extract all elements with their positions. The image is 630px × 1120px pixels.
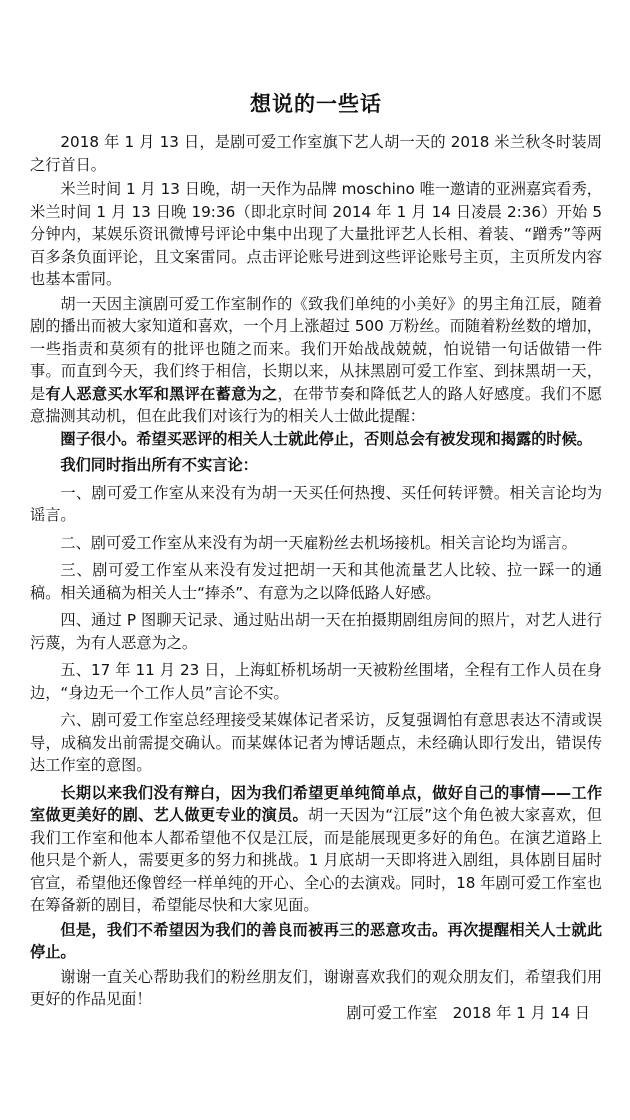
list-item-2: 二、剧可爱工作室从来没有为胡一天雇粉丝去机场接机。相关言论均为谣言。 (60, 533, 577, 552)
document-title: 想说的一些话 (250, 92, 382, 116)
background-text: 胡一天因主演剧可爱工作室制作的《致我们单纯的小美好》的男主角江辰，随着剧的播出而被大家知道和喜欢，一个月上涨超过 500 万粉丝。而随着粉丝数的增加，一些指责和莫须有的批评也随之而来。我们开始战战兢兢，怕说错一句话做错一件事。而直到今天，我们终于相信，长期以来，从抹黑剧可爱工作室、到抹黑胡一天，是 (30, 294, 602, 403)
paragraph-background (30, 293, 602, 428)
list-item-6: 六、剧可爱工作室总经理接受某媒体记者采访，反复强调怕有意思表达不清或误导，成稿发出前需提交确认。而某媒体记者为博话题点，未经确认即行发出，错误传达工作室的意图。 (30, 711, 602, 774)
section-heading-false-claims: 我们同时指出所有不实言论： (60, 456, 258, 474)
paragraph-warning: 圈子很小。希望买恶评的相关人士就此停止，否则总会有被发现和揭露的时候。 (60, 429, 592, 448)
explanation-emphasis: 长期以来我们没有辩白，因为我们希望更单纯简单点，做好自己的事情——工作室做更美好的剧、艺人做更专业的演员。 (30, 783, 602, 824)
paragraph-final-warning: 但是，我们不希望因为我们的善良而被再三的恶意攻击。再次提醒相关人士就此停止。 (30, 920, 602, 961)
list-item-4: 四、通过 P 图聊天记录、通过贴出胡一天在拍摄期剧组房间的照片，对艺人进行污蔑，为有人恶意为之。 (30, 611, 602, 652)
paragraph-explanation (30, 782, 602, 917)
signature-line: 剧可爱工作室 2018 年 1 月 14 日 (346, 1004, 590, 1022)
list-item-3: 三、剧可爱工作室从来没有发过把胡一天和其他流量艺人比较、拉一踩一的通稿。相关通稿为相关人士“捧杀”、有意为之以降低路人好感。 (30, 561, 602, 602)
background-text-continued: ，在带节奏和降低艺人的路人好感度。我们不愿意揣测其动机，但在此我们对该行为的相关人士做此提醒： (30, 384, 603, 425)
paragraph-milan-event: 米兰时间 1 月 13 日晚，胡一天作为品牌 moschino 唯一邀请的亚洲嘉宾看秀，米兰时间 1 月 13 日晚 19:36（即北京时间 2014 年 1 月 14 日凌晨 2:36）开始 5 分钟内，某娱乐资讯微博号评论中集中出现了大量批评艺人长相、着装、“蹭秀”等两百多条负面评论，且文案雷同。点击评论账号进到这些评论账号主页，主页所发内容也基本雷同。 (30, 180, 602, 288)
paragraph-intro: 2018 年 1 月 13 日，是剧可爱工作室旗下艺人胡一天的 2018 米兰秋冬时装周之行首日。 (30, 133, 602, 174)
paragraph-thanks: 谢谢一直关心帮助我们的粉丝朋友们，谢谢喜欢我们的观众朋友们，希望我们用更好的作品见面！ (30, 967, 602, 1008)
background-emphasis: 有人恶意买水军和黑评在蓄意为之 (45, 384, 278, 403)
list-item-5: 五、17 年 11 月 23 日，上海虹桥机场胡一天被粉丝围堵，全程有工作人员在身边，“身边无一个工作人员”言论不实。 (30, 661, 602, 702)
list-item-1: 一、剧可爱工作室从来没有为胡一天买任何热搜、买任何转评赞。相关言论均为谣言。 (30, 483, 602, 524)
explanation-text: 胡一天因为“江辰”这个角色被大家喜欢，但我们工作室和他本人都希望他不仅是江辰，而是能展现更多好的角色。在演艺道路上他只是个新人，需要更多的努力和挑战。1 月底胡一天即将进入剧组，具体剧目届时官宣，希望他还像曾经一样单纯的开心、全心的去演戏。同时，18 年剧可爱工作室也在筹备新的剧目，希望能尽快和大家见面。 (30, 806, 602, 914)
